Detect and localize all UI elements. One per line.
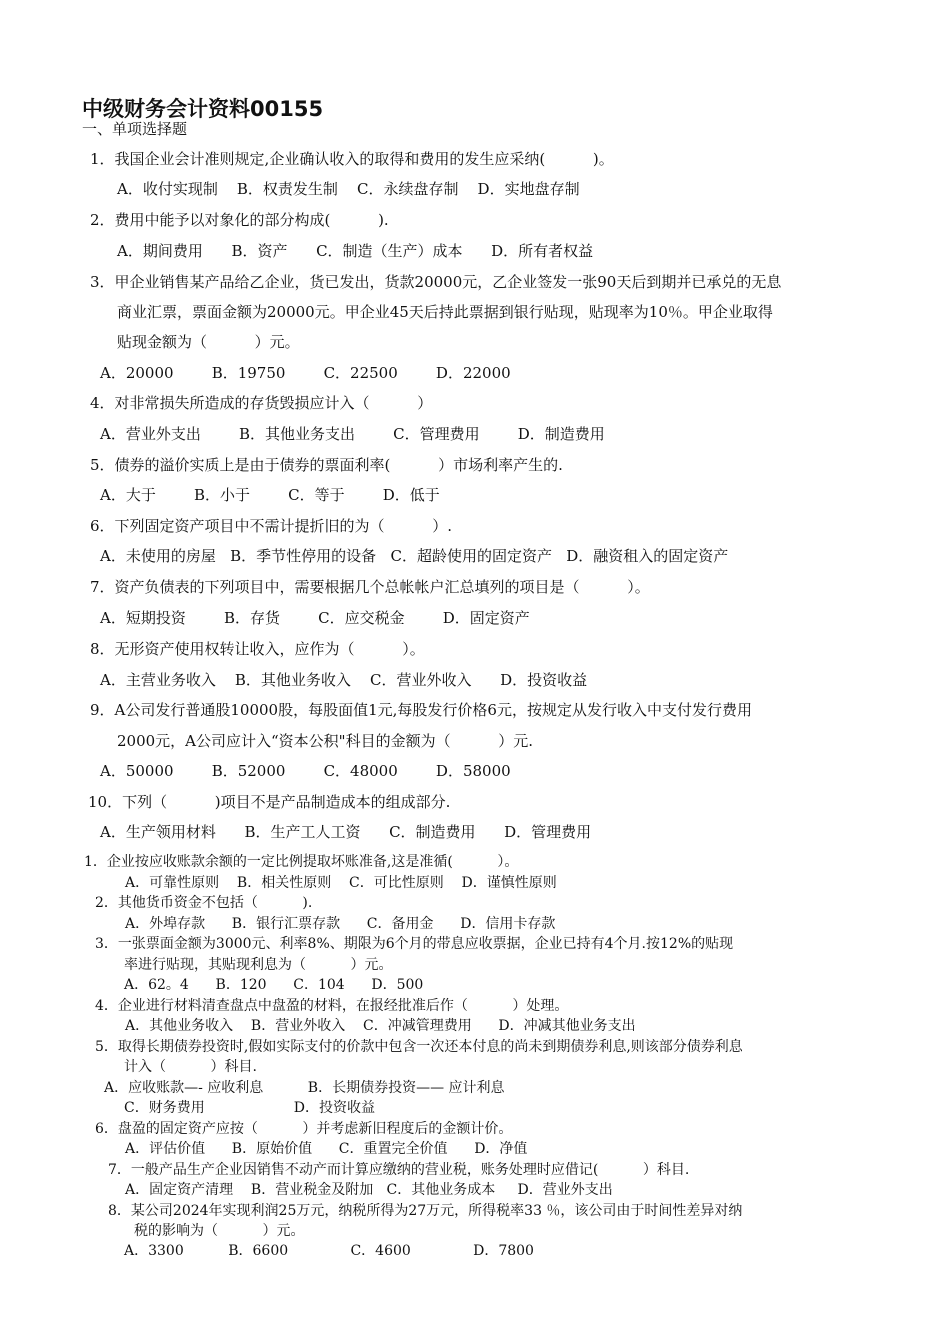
question-b4: 4．企业进行材料清查盘点中盘盈的材料，在报经批准后作（ ）处理。 bbox=[95, 998, 569, 1014]
question-b8: 8．某公司2024年实现利润25万元，纳税所得为27万元，所得税率33 ％，该公司由于时间性差异对纳 bbox=[108, 1203, 743, 1219]
question-b3: 3．一张票面金额为3000元、利率8%、期限为6个月的带息应收票据，企业已持有4个月.按12%的贴现 bbox=[95, 936, 734, 952]
question-9-line2: 2000元，A公司应计入“资本公积"科目的金额为（ ）元. bbox=[117, 732, 534, 750]
question-4-options: A．营业外支出 B．其他业务支出 C．管理费用 D．制造费用 bbox=[100, 425, 605, 443]
question-b5-options: A．应收账款—- 应收利息 B．长期债券投资—— 应计利息 bbox=[104, 1080, 505, 1096]
question-3: 3．甲企业销售某产品给乙企业，货已发出，货款20000元，乙企业签发一张90天后到期并已承兑的无息 bbox=[90, 273, 782, 291]
question-b3-options: A．62。4 B．120 C．104 D．500 bbox=[124, 977, 424, 993]
question-2-options: A．期间费用 B．资产 C．制造（生产）成本 D．所有者权益 bbox=[117, 242, 594, 260]
question-7-options: A．短期投资 B．存货 C．应交税金 D．固定资产 bbox=[100, 609, 530, 627]
question-b8-line2: 税的影响为（ ）元。 bbox=[134, 1223, 305, 1239]
question-9-options: A．50000 B．52000 C．48000 D．58000 bbox=[100, 762, 511, 780]
question-b1-options: A．可靠性原则 B．相关性原则 C．可比性原则 D．谨慎性原则 bbox=[125, 875, 557, 891]
question-1-options: A．收付实现制 B．权责发生制 C．永续盘存制 D．实地盘存制 bbox=[117, 180, 580, 198]
question-3-line3: 贴现金额为（ ）元。 bbox=[117, 333, 300, 351]
question-7: 7．资产负债表的下列项目中，需要根据几个总帐帐户汇总填列的项目是（ ）。 bbox=[90, 578, 650, 596]
question-6: 6．下列固定资产项目中不需计提折旧的为（ ）. bbox=[90, 517, 452, 535]
question-b3-line2: 率进行贴现，其贴现利息为（ ）元。 bbox=[124, 957, 393, 973]
question-b4-options: A．其他业务收入 B．营业外收入 C．冲减管理费用 D．冲减其他业务支出 bbox=[125, 1018, 636, 1034]
question-8-options: A．主营业务收入 B．其他业务收入 C．营业外收入 D．投资收益 bbox=[100, 671, 588, 689]
question-b8-options: A．3300 B．6600 C．4600 D．7800 bbox=[124, 1243, 534, 1259]
question-1: 1．我国企业会计准则规定,企业确认收入的取得和费用的发生应采纳( )。 bbox=[90, 150, 614, 168]
question-b6: 6．盘盈的固定资产应按（ ）并考虑新旧程度后的金额计价。 bbox=[95, 1121, 513, 1137]
question-b1: 1．企业按应收账款余额的一定比例提取坏账准备,这是准循( ）。 bbox=[84, 854, 519, 870]
question-b7-options: A．固定资产清理 B．营业税金及附加 C．其他业务成本 D．营业外支出 bbox=[125, 1182, 613, 1198]
question-b2: 2．其他货币资金不包括（ ). bbox=[95, 895, 313, 911]
question-9: 9．A公司发行普通股10000股，每股面值1元,每股发行价格6元，按规定从发行收入中支付发行费用 bbox=[90, 701, 752, 719]
section-heading: 一、单项选择题 bbox=[82, 120, 188, 138]
question-b6-options: A．评估价值 B．原始价值 C．重置完全价值 D．净值 bbox=[125, 1141, 528, 1157]
question-3-options: A．20000 B．19750 C．22500 D．22000 bbox=[100, 364, 511, 382]
question-2: 2．费用中能予以对象化的部分构成( ). bbox=[90, 211, 389, 229]
question-6-options: A．未使用的房屋 B．季节性停用的设备 C．超龄使用的固定资产 D．融资租入的固定资产 bbox=[100, 547, 729, 565]
question-b2-options: A．外埠存款 B．银行汇票存款 C．备用金 D．信用卡存款 bbox=[125, 916, 556, 932]
question-b5: 5．取得长期债券投资时,假如实际支付的价款中包含一次还本付息的尚未到期债券利息,则该部分债券利息 bbox=[95, 1039, 743, 1055]
question-4: 4．对非常损失所造成的存货毁损应计入（ ） bbox=[90, 394, 433, 412]
question-5-options: A．大于 B．小于 C．等于 D．低于 bbox=[100, 486, 440, 504]
question-b7: 7．一般产品生产企业因销售不动产而计算应缴纳的营业税，账务处理时应借记( ）科目. bbox=[108, 1162, 690, 1178]
question-5: 5．债券的溢价实质上是由于债券的票面利率( ）市场利率产生的. bbox=[90, 456, 563, 474]
question-3-line2: 商业汇票，票面金额为20000元。甲企业45天后持此票据到银行贴现，贴现率为10％。甲企业取得 bbox=[117, 303, 773, 321]
question-b5-line2: 计入（ ）科目. bbox=[124, 1059, 257, 1075]
page-title: 中级财务会计资料00155 bbox=[82, 97, 324, 121]
question-8: 8．无形资产使用权转让收入，应作为（ ）。 bbox=[90, 640, 425, 658]
question-10: 10．下列（ )项目不是产品制造成本的组成部分. bbox=[88, 793, 451, 811]
question-b5-options-2: C．财务费用 D．投资收益 bbox=[124, 1100, 375, 1116]
question-10-options: A．生产领用材料 B．生产工人工资 C．制造费用 D．管理费用 bbox=[100, 823, 592, 841]
